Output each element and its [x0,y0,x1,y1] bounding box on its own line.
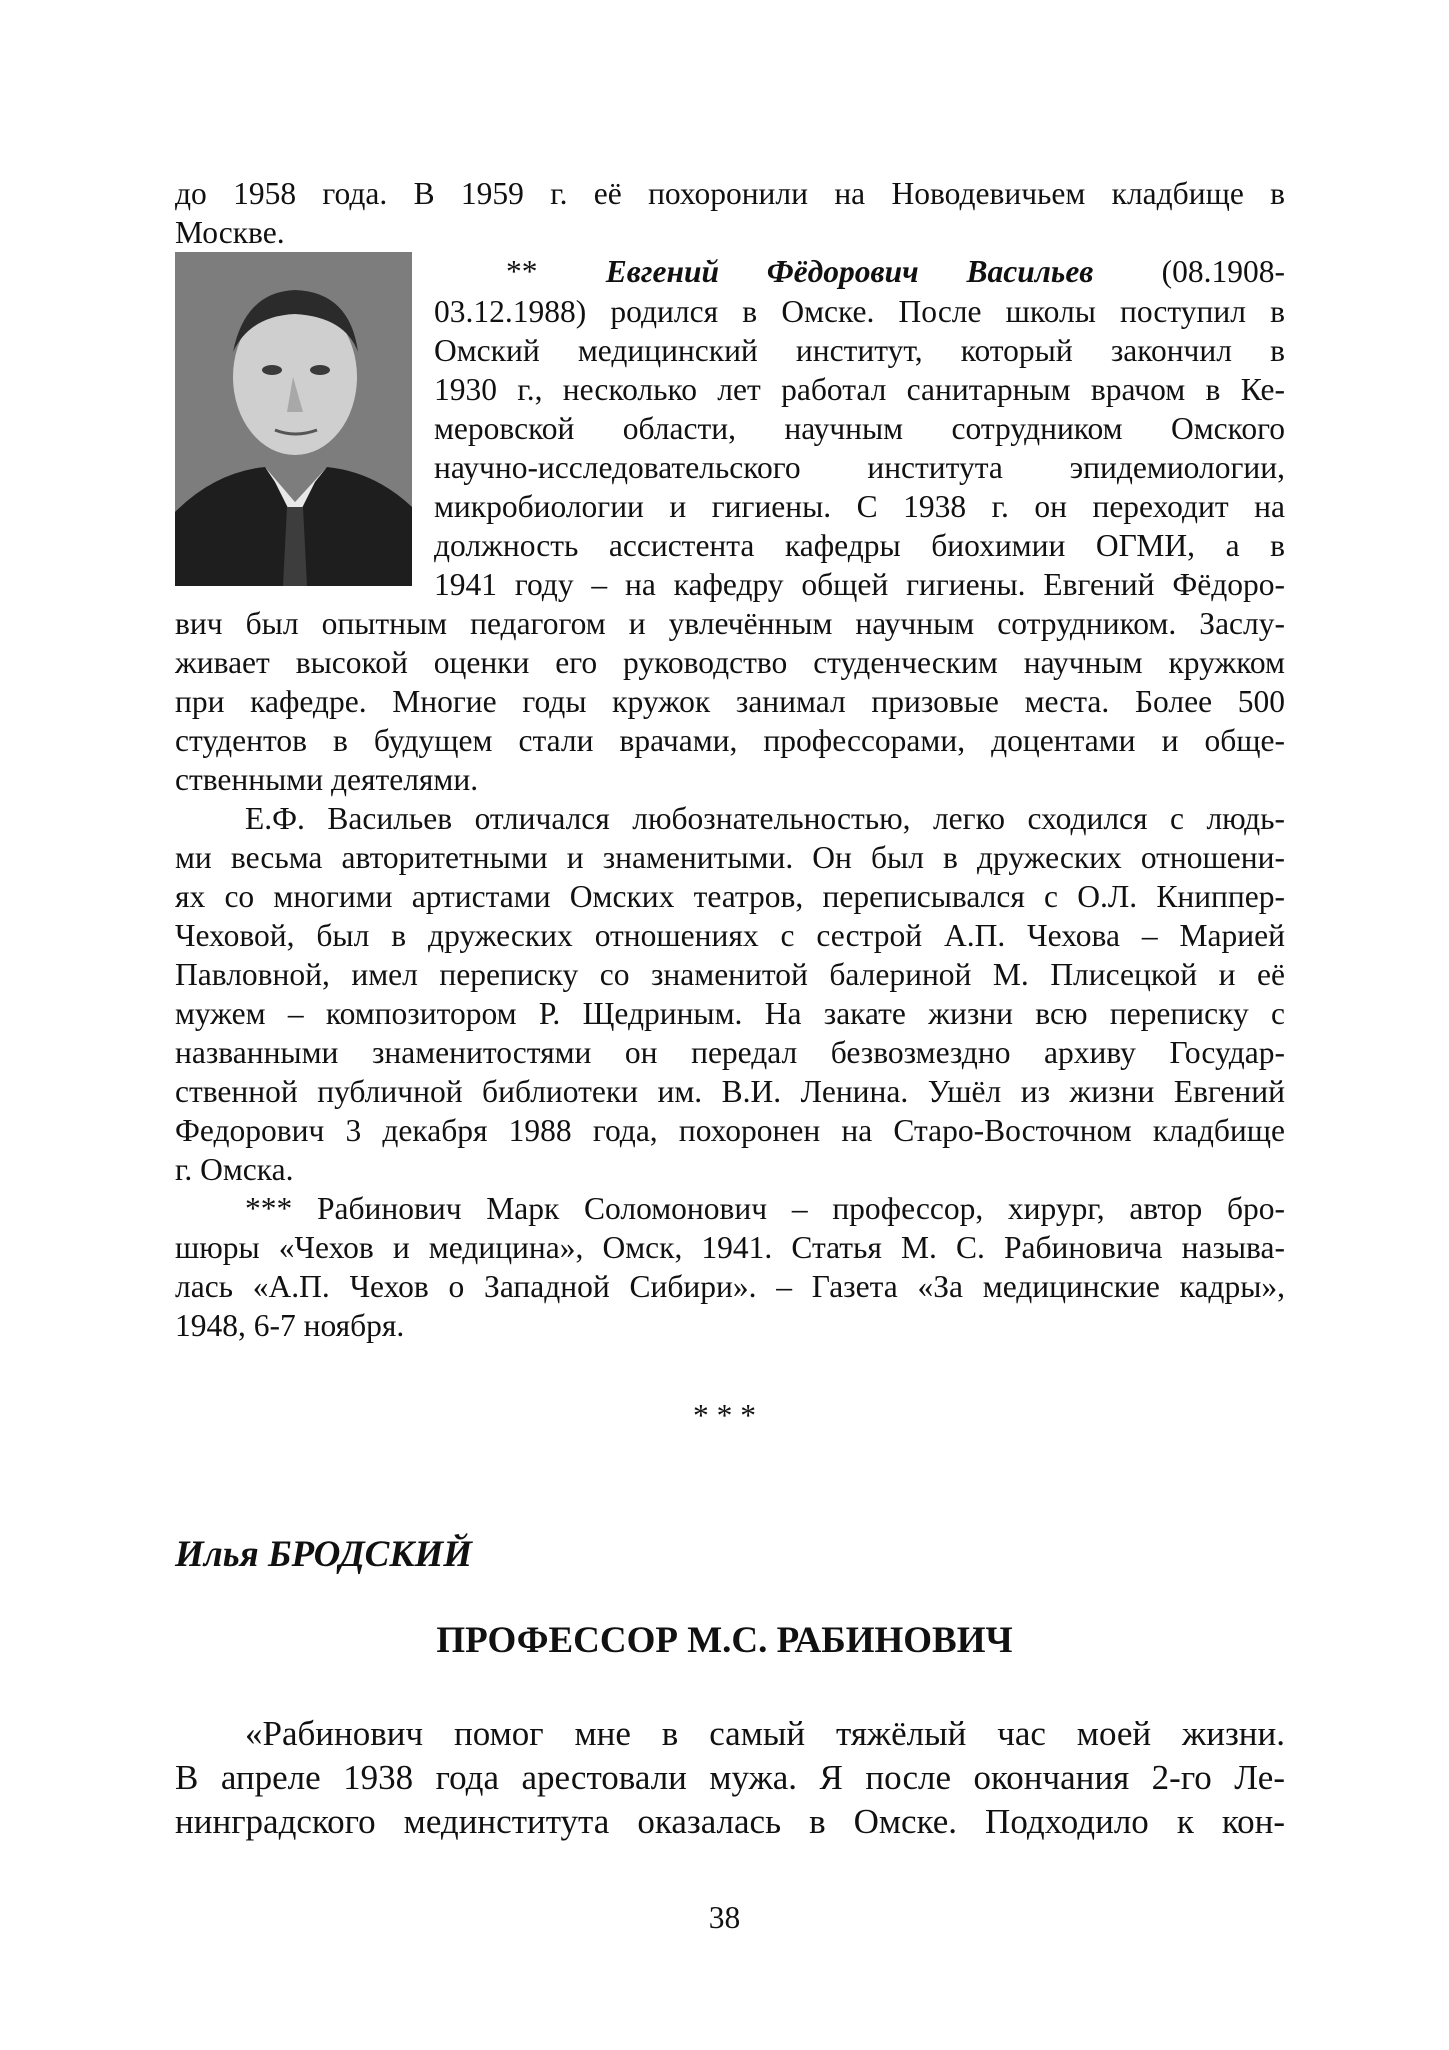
text-line: *** Рабинович Марк Соломонович – профессор, хирург, автор бро- [245,1191,1285,1226]
text-line: должность ассистента кафедры биохимии ОГМИ, а в [434,528,1285,563]
text-line: В апреле 1938 года арестовали мужа. Я после окончания 2-го Ле- [175,1758,1285,1797]
text-line: вич был опытным педагогом и увлечённым научным сотрудником. Заслу- [175,606,1285,641]
text-line: 03.12.1988) родился в Омске. После школы поступил в [434,294,1285,329]
portrait-photo [175,252,412,586]
article-author: Илья БРОДСКИЙ [175,1534,473,1575]
text-line: названными знаменитостями он передал безвозмездно архиву Государ- [175,1035,1285,1070]
footnote-marker: ** [506,254,538,289]
text-line: студентов в будущем стали врачами, профессорами, доцентами и обще- [175,723,1285,758]
portrait-image [175,252,412,586]
section-separator: * * * [693,1398,756,1433]
text-line: шюры «Чехов и медицина», Омск, 1941. Статья М. С. Рабиновича называ- [175,1230,1285,1265]
text-line: ственной публичной библиотеки им. В.И. Ленина. Ушёл из жизни Евгений [175,1074,1285,1109]
text-line: мужем – композитором Р. Щедриным. На закате жизни всю переписку с [175,996,1285,1031]
text-line: лась «А.П. Чехов о Западной Сибири». – Газета «За медицинские кадры», [175,1269,1285,1304]
bio-dates: (08.1908- [1161,254,1285,289]
text-line: Чеховой, был в дружеских отношениях с сестрой А.П. Чехова – Марией [175,918,1285,953]
text-line: 1930 г., несколько лет работал санитарным врачом в Ке- [434,372,1285,407]
text-line: ми весьма авторитетными и знаменитыми. Он был в дружеских отношени- [175,840,1285,875]
text-line: г. Омска. [175,1152,294,1187]
text-line: «Рабинович помог мне в самый тяжёлый час моей жизни. [245,1714,1285,1753]
text-line: Омский медицинский институт, который закончил в [434,333,1285,368]
bio-intro-line [434,252,1285,292]
text-line: при кафедре. Многие годы кружок занимал призовые места. Более 500 [175,684,1285,719]
text-line: до 1958 года. В 1959 г. её похоронили на Новодевичьем кладбище в [175,176,1285,211]
text-line: нинградского мединститута оказалась в Омске. Подходило к кон- [175,1802,1285,1841]
text-line: живает высокой оценки его руководство студенческим научным кружком [175,645,1285,680]
text-line: микробиологии и гигиены. С 1938 г. он переходит на [434,489,1285,524]
article-title: ПРОФЕССОР М.С. РАБИНОВИЧ [436,1620,1013,1661]
text-line: 1948, 6-7 ноября. [175,1308,405,1343]
text-line: ях со многими артистами Омских театров, переписывался с О.Л. Книппер- [175,879,1285,914]
text-line: научно-исследовательского института эпидемиологии, [434,450,1285,485]
text-line: Федорович 3 декабря 1988 года, похоронен на Старо-Восточном кладбище [175,1113,1285,1148]
text-line: ственными деятелями. [175,762,479,797]
text-line: меровской области, научным сотрудником Омского [434,411,1285,446]
text-line: 1941 году – на кафедру общей гигиены. Евгений Фёдоро- [434,567,1285,602]
text-line: Е.Ф. Васильев отличался любознательностью, легко сходился с людь- [245,801,1285,836]
text-line: Москве. [175,215,285,250]
page-number: 38 [708,1900,741,1935]
bio-name: Евгений Фёдорович Васильев [605,254,1094,289]
text-line: Павловной, имел переписку со знаменитой балериной М. Плисецкой и её [175,957,1285,992]
